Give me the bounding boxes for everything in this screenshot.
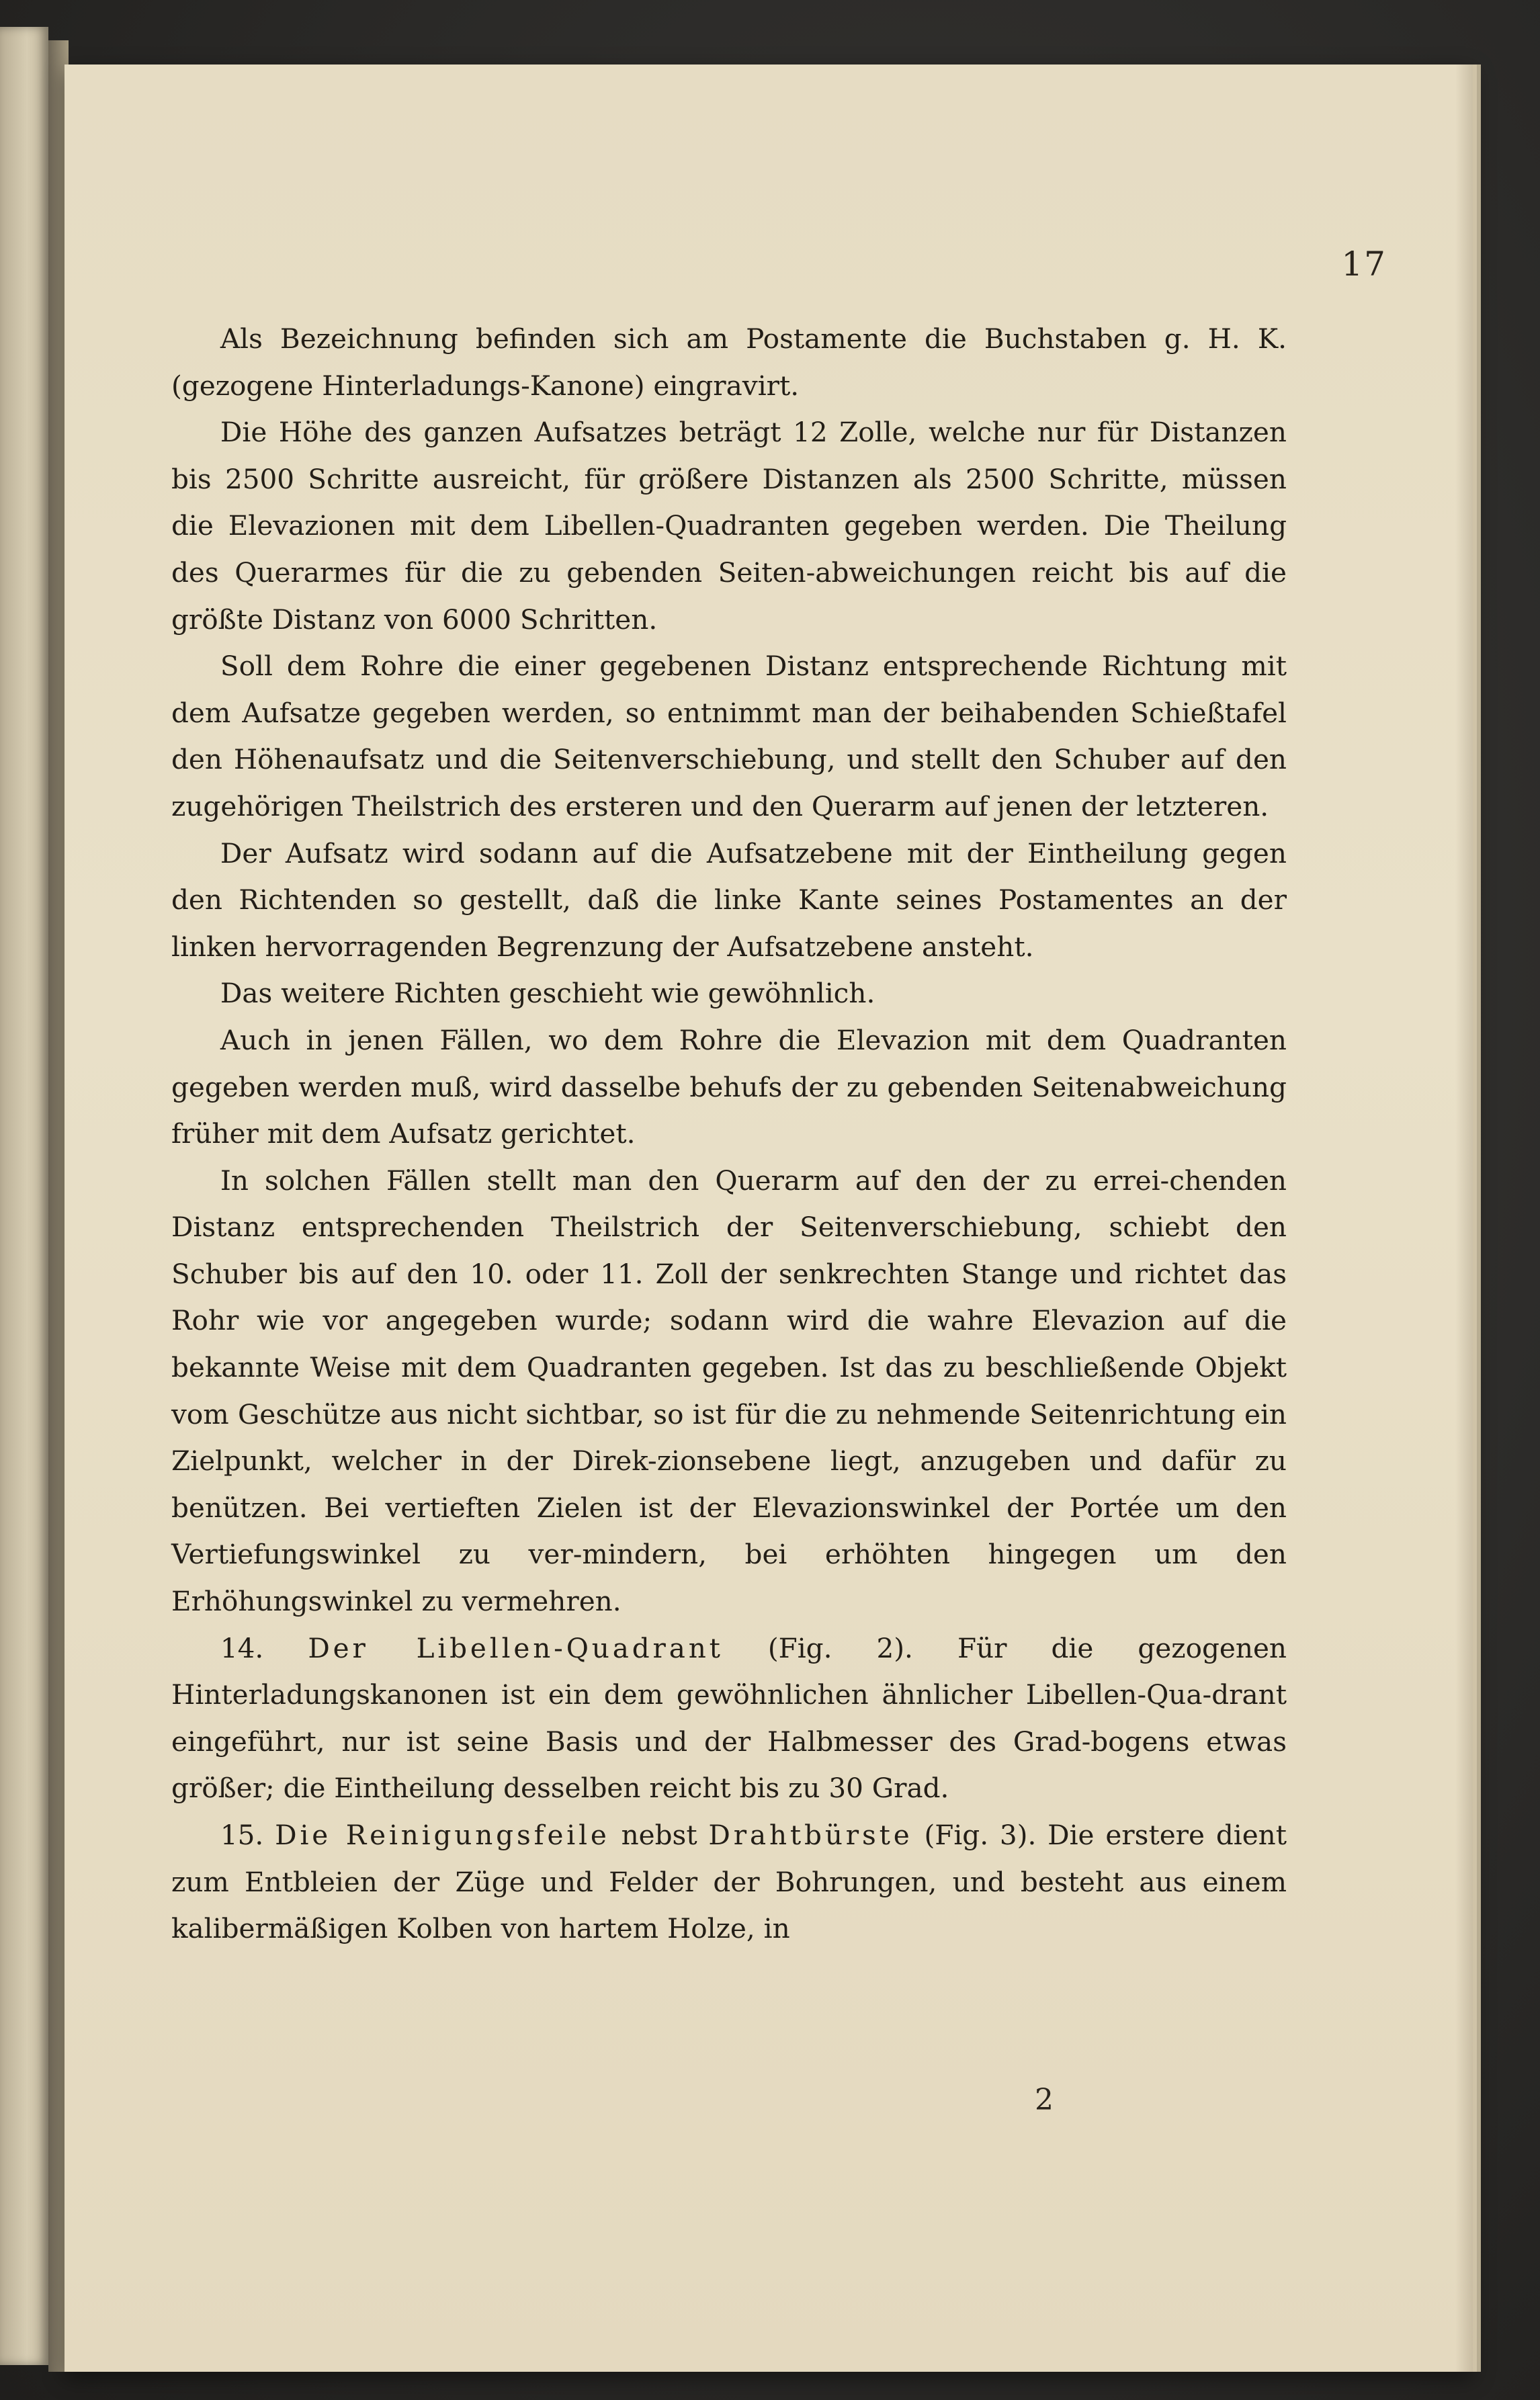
paragraph-6: Auch in jenen Fällen, wo dem Rohre die Elevazion mit dem Quadranten gegeben werden muß, wird dasselbe behufs der zu gebenden Seitenabweichung früher mit dem Aufsatz gerichtet.	[171, 1023, 1287, 1150]
paragraph-3: Soll dem Rohre die einer gegebenen Distanz entsprechende Richtung mit dem Aufsatze gegeben werden, so entnimmt man der beihabenden Schießtafel den Höhenaufsatz und die Seitenverschiebung, und stellt den Schuber auf den zugehörigen Theilstrich des ersteren und den Querarm auf jenen der letzteren.	[171, 650, 1287, 822]
page-edge-shadow	[1455, 65, 1473, 2372]
body-text	[171, 316, 1287, 1953]
paragraph-9-connector: nebst	[621, 1819, 697, 1851]
paragraph-7: In solchen Fällen stellt man den Querarm auf den der zu errei-chenden Distanz entsprechenden Theilstrich der Seitenverschiebung, schiebt den Schuber bis auf den 10. oder 11. Zoll der senkrechten Stange und richtet das Rohr wie vor angegeben wurde; sodann wird die wahre Elevazion auf die bekannte Weise mit dem Quadranten gegeben. Ist das zu beschließende Objekt vom Geschütze aus nicht sichtbar, so ist für die zu nehmende Seitenrichtung ein Zielpunkt, welcher in der Direk-zionsebene liegt, anzugeben und dafür zu benützen. Bei vertieften Zielen ist der Elevazionswinkel der Portée um den Vertiefungswinkel zu ver-mindern, bei erhöhten hingegen um den Erhöhungswinkel zu vermehren.	[171, 1164, 1287, 1618]
page-number: 17	[1341, 245, 1387, 284]
paragraph-5: Das weitere Richten geschieht wie gewöhnlich.	[220, 977, 875, 1010]
paragraph-9	[171, 1812, 1287, 1953]
section-heading-reinigungsfeile: Die Reinigungsfeile	[275, 1819, 610, 1851]
signature-mark: 2	[1035, 2083, 1054, 2117]
section-number-15: 15.	[220, 1819, 264, 1851]
section-number-14: 14.	[220, 1631, 264, 1664]
paragraph-1: Als Bezeichnung befinden sich am Postamente die Buchstaben g. H. K. (gezogene Hinterladungs-Kanone) eingravirt.	[171, 323, 1287, 402]
facing-page-edge	[0, 27, 48, 2365]
section-heading-drahtbuerste: Drahtbürste	[708, 1819, 913, 1851]
paragraph-2: Die Höhe des ganzen Aufsatzes beträgt 12 Zolle, welche nur für Distanzen bis 2500 Schritte ausreicht, für größere Distanzen als 2500 Schritte, müssen die Elevazionen mit dem Libellen-Quadranten gegeben werden. Die Theilung des Querarmes für die zu gebenden Seiten-abweichungen reicht bis auf die größte Distanz von 6000 Schritten.	[171, 416, 1287, 636]
section-heading-libellen-quadrant: Der Libellen-Quadrant	[308, 1631, 724, 1664]
paragraph-8-text: (Fig. 2). Für die gezogenen Hinterladungskanonen ist ein dem gewöhnlichen ähnlicher Libellen-Qua-drant eingeführt, nur ist seine Basis und der Halbmesser des Grad-bogens etwas größer; die Eintheilung desselben reicht bis zu 30 Grad.	[171, 1631, 1287, 1805]
paragraph-4: Der Aufsatz wird sodann auf die Aufsatzebene mit der Eintheilung gegen den Richtenden so gestellt, daß die linke Kante seines Postamentes an der linken hervorragenden Begrenzung der Aufsatzebene ansteht.	[171, 837, 1287, 963]
paragraph-8	[171, 1625, 1287, 1812]
paragraph-9-text: (Fig. 3). Die erstere dient zum Entbleien der Züge und Felder der Bohrungen, und besteht aus einem kalibermäßigen Kolben von hartem Holze, in	[171, 1819, 1287, 1945]
